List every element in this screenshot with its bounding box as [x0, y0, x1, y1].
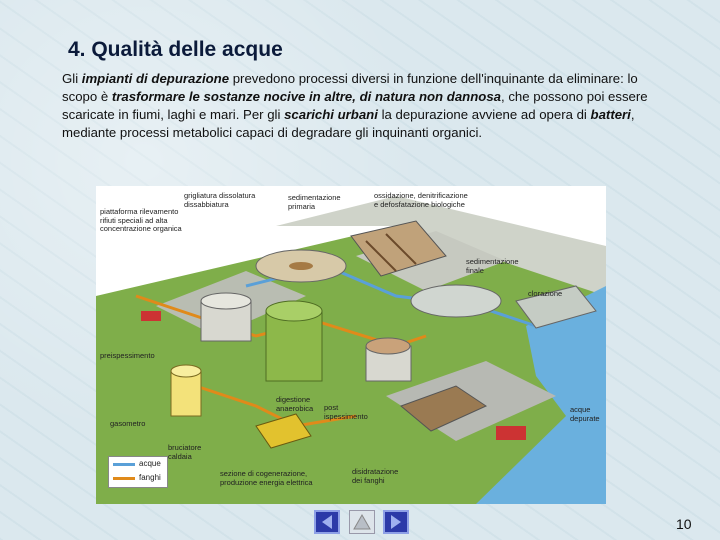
- para-bold-1: impianti di depurazione: [81, 71, 230, 86]
- page-number: 10: [676, 516, 692, 532]
- legend-acque-label: acque: [139, 459, 161, 468]
- label-piattaforma: piattaforma rilevamento rifiuti speciali ad alta concentrazione organica: [100, 207, 182, 233]
- label-disidratazione: disidratazione dei fanghi: [352, 467, 399, 485]
- slide-paragraph: [62, 70, 652, 142]
- label-sedimentazione-primaria: sedimentazione primaria: [288, 193, 341, 211]
- final-clarifier: [411, 285, 501, 317]
- label-acque-depurate: acque depurate: [570, 405, 600, 423]
- label-ossidazione: ossidazione, denitrificazione e defosfatazione biologiche: [374, 191, 468, 209]
- para-text-5: , mediante processi metabolici capaci di degradare gli inquinanti organici.: [62, 107, 635, 140]
- label-digestione: digestione anaerobica: [276, 395, 314, 413]
- arrow-left-icon: [316, 512, 338, 532]
- label-preispessimento: preispessimento: [100, 351, 155, 360]
- label-bruciatore: bruciatore caldaia: [168, 443, 202, 461]
- para-bold-4: batteri: [590, 107, 631, 122]
- label-grigliatura: grigliatura dissolatura dissabbiatura: [184, 191, 256, 209]
- para-bold-2: trasformare le sostanze nocive in altre, di natura non dannosa: [111, 89, 501, 104]
- para-bold-3: scarichi urbani: [284, 107, 378, 122]
- para-text-4: la depurazione avviene ad opera di: [377, 107, 591, 122]
- para-text-1: Gli: [62, 71, 82, 86]
- primary-clarifier-center: [289, 262, 313, 270]
- label-gasometro: gasometro: [110, 419, 146, 428]
- truck: [496, 426, 526, 440]
- legend: [108, 456, 168, 488]
- legend-acque-swatch: [113, 463, 135, 466]
- prev-slide-button[interactable]: [314, 510, 340, 534]
- next-slide-button[interactable]: [383, 510, 409, 534]
- legend-fanghi-swatch: [113, 477, 135, 480]
- slide-title: 4. Qualità delle acque: [68, 38, 283, 61]
- home-icon: [350, 511, 374, 533]
- gasometer-tank: [171, 371, 201, 416]
- para-text-2: prevedono processi diversi in funzione dell'inquinante da eliminare: lo scopo è: [62, 71, 638, 104]
- arrow-right-icon: [385, 512, 407, 532]
- home-button[interactable]: [349, 510, 375, 534]
- truck-small: [141, 311, 161, 321]
- label-clorazione: clorazione: [528, 289, 563, 298]
- label-sedimentazione-finale: sedimentazione finale: [466, 257, 519, 275]
- label-post-ispessimento: post ispessimento: [324, 403, 368, 421]
- label-cogenerazione: sezione di cogenerazione, produzione energia elettrica: [220, 469, 313, 487]
- para-text-3: , che possono poi essere scaricate in fiumi, laghi e mari. Per gli: [62, 89, 648, 122]
- legend-fanghi-label: fanghi: [139, 473, 161, 482]
- wastewater-plant-illustration: [96, 186, 606, 504]
